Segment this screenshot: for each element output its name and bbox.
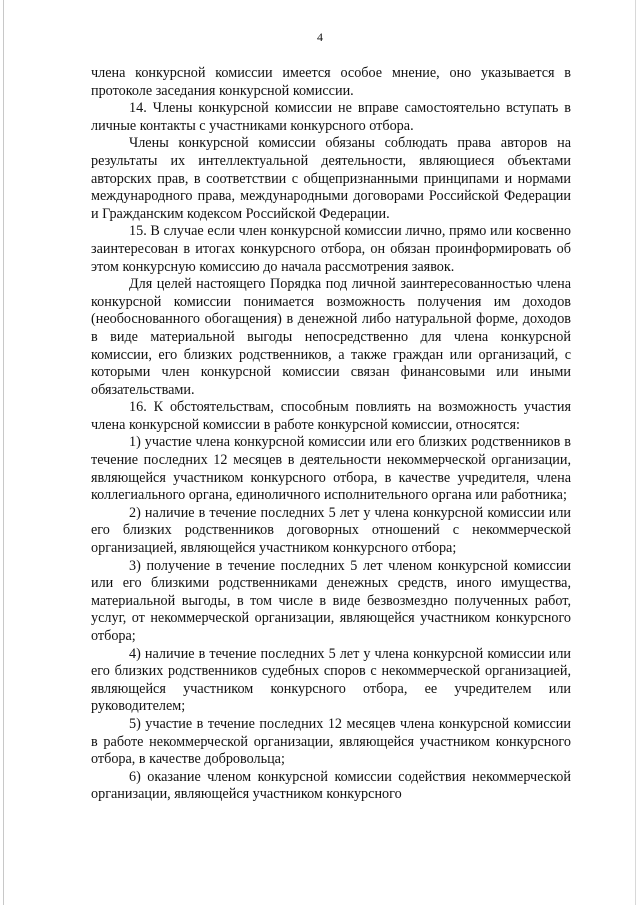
document-body	[91, 65, 571, 804]
scan-edge-left	[3, 0, 4, 905]
list-item-1: 1) участие члена конкурсной комиссии или его близких родственников в течение последних 12 месяцев в деятельности некоммерческой организации, являющейся участником конкурсного отбора, в качестве учредителя, члена коллегиального органа, единоличного исполнительного органа или работника;	[91, 434, 571, 504]
paragraph-item-14: 14. Члены конкурсной комиссии не вправе самостоятельно вступать в личные контакты с участниками конкурсного отбора.	[91, 100, 571, 134]
paragraph-author-rights: Члены конкурсной комиссии обязаны соблюдать права авторов на результаты их интеллектуальной деятельности, являющиеся объектами авторских прав, в соответствии с общепризнанными принципами и нормами международного права, международными договорами Российской Федерации и Гражданским кодексом Российской Федерации.	[91, 135, 571, 222]
paragraph-item-16: 16. К обстоятельствам, способным повлиять на возможность участия члена конкурсной комиссии в работе конкурсной комиссии, относятся:	[91, 399, 571, 433]
paragraph-personal-interest: Для целей настоящего Порядка под личной заинтересованностью члена конкурсной комиссии понимается возможность получения им доходов (необоснованного обогащения) в денежной либо натуральной форме, доходов в виде материальной выгоды непосредственно для члена конкурсной комиссии, его близких родственников, а также граждан или организаций, с которыми член конкурсной комиссии связан финансовыми или иными обязательствами.	[91, 276, 571, 398]
list-item-6: 6) оказание членом конкурсной комиссии содействия некоммерческой организации, являющейся участником конкурсного	[91, 768, 571, 803]
list-item-3: 3) получение в течение последних 5 лет членом конкурсной комиссии или его близкими родственниками денежных средств, иного имущества, материальной выгоды, в том числе в виде безвозмездно полученных работ, услуг, от некоммерческой организации, являющейся участником конкурсного отбора;	[91, 557, 571, 644]
paragraph-continuation: члена конкурсной комиссии имеется особое мнение, оно указывается в протоколе заседания конкурсной комиссии.	[91, 65, 571, 99]
scan-edge-right	[635, 0, 636, 905]
page-number: 4	[317, 30, 323, 44]
list-item-5: 5) участие в течение последних 12 месяцев члена конкурсной комиссии в работе некоммерческой организации, являющейся участником конкурсного отбора, в качестве добровольца;	[91, 715, 571, 768]
list-item-4: 4) наличие в течение последних 5 лет у члена конкурсной комиссии или его близких родственников судебных споров с некоммерческой организацией, являющейся участником конкурсного отбора, ее учредителем или руководителем;	[91, 645, 571, 715]
paragraph-item-15: 15. В случае если член конкурсной комиссии лично, прямо или косвенно заинтересован в итогах конкурсного отбора, он обязан проинформировать об этом конкурсную комиссию до начала рассмотрения заявок.	[91, 223, 571, 275]
list-item-2: 2) наличие в течение последних 5 лет у члена конкурсной комиссии или его близких родственников договорных отношений с некоммерческой организацией, являющейся участником конкурсного отбора;	[91, 504, 571, 557]
